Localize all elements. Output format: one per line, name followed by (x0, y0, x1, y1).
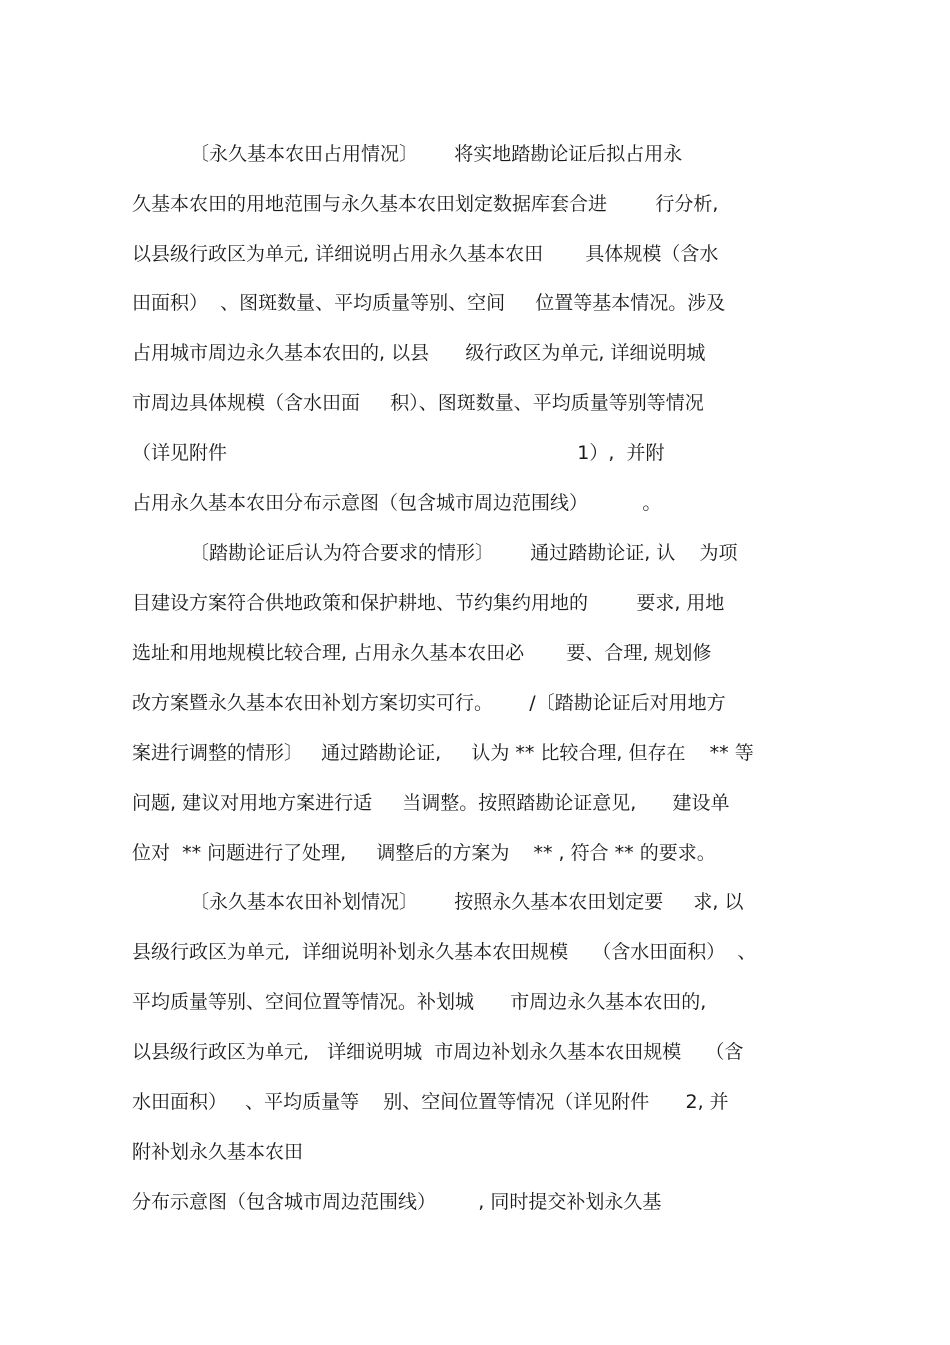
text-line: 〔永久基本农田补划情况〕 按照永久基本农田划定要 求, 以 (190, 891, 744, 913)
text-line: 选址和用地规模比较合理, 占用永久基本农田必 要、合理, 规划修 (132, 642, 712, 664)
text-line: 改方案暨永久基本农田补划方案切实可行。 /〔踏勘论证后对用地方 (132, 692, 726, 714)
text-line: 以县级行政区为单元, 详细说明占用永久基本农田 具体规模（含水 (132, 243, 719, 265)
text-line: 久基本农田的用地范围与永久基本农田划定数据库套合进 行分析, (132, 193, 719, 215)
text-line: 水田面积） 、平均质量等 别、空间位置等情况（详见附件 2, 并 (132, 1091, 729, 1113)
text-line: 占用城市周边永久基本农田的, 以县 级行政区为单元, 详细说明城 (132, 342, 706, 364)
text-line: 目建设方案符合供地政策和保护耕地、节约集约用地的 要求, 用地 (132, 592, 725, 614)
text-line: 案进行调整的情形〕 通过踏勘论证, 认为 ** 比较合理, 但存在 ** 等 (132, 742, 754, 764)
text-line: 位对 ** 问题进行了处理, 调整后的方案为 ** , 符合 ** 的要求。 (132, 842, 716, 864)
text-line: 市周边具体规模（含水田面 积）、图斑数量、平均质量等别等情况 (132, 392, 704, 414)
text-line: 占用永久基本农田分布示意图（包含城市周边范围线） 。 (132, 492, 662, 514)
text-line: 问题, 建议对用地方案进行适 当调整。按照踏勘论证意见, 建设单 (132, 792, 730, 814)
text-line: 县级行政区为单元, 详细说明补划永久基本农田规模 （含水田面积） 、 (132, 941, 757, 963)
text-line: 平均质量等别、空间位置等情况。补划城 市周边永久基本农田的, (132, 991, 707, 1013)
text-line: 分布示意图（包含城市周边范围线） , 同时提交补划永久基 (132, 1191, 662, 1213)
text-line: 〔永久基本农田占用情况〕 将实地踏勘论证后拟占用永 (190, 143, 683, 165)
text-line: （详见附件 1）, 并附 (132, 442, 665, 464)
text-line: 〔踏勘论证后认为符合要求的情形〕 通过踏勘论证, 认 为项 (190, 542, 738, 564)
text-line: 附补划永久基本农田 (132, 1141, 304, 1163)
text-line: 以县级行政区为单元, 详细说明城 市周边补划永久基本农田规模 （含 (132, 1041, 744, 1063)
text-line: 田面积） 、图斑数量、平均质量等别、空间 位置等基本情况。涉及 (132, 292, 726, 314)
